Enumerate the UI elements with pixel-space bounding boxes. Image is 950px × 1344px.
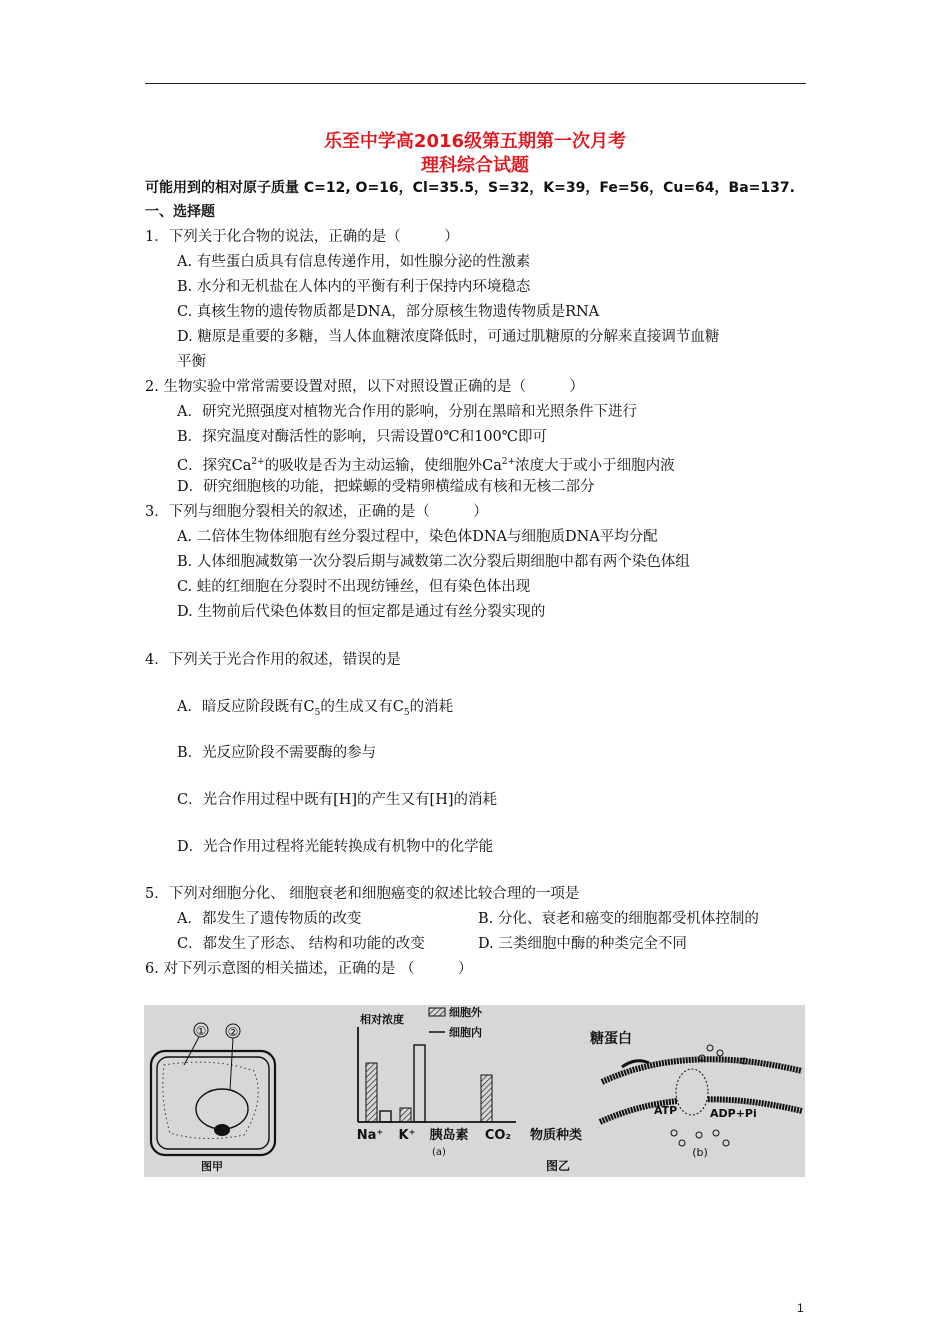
q2-c-sup1: 2+ <box>251 457 265 467</box>
q1-option-b: B. 水分和无机盐在人体内的平衡有利于保持内环境稳态 <box>177 279 531 295</box>
diagram-yi-b <box>590 1030 802 1159</box>
q2-option-c <box>177 453 675 475</box>
q4-option-d: D．光合作用过程将光能转换成有机物中的化学能 <box>177 839 494 855</box>
exam-subtitle: 理科综合试题 <box>421 155 529 176</box>
y-axis-label: 相对浓度 <box>360 1013 404 1026</box>
exam-title: 乐至中学高2016级第五期第一次月考 <box>323 131 627 152</box>
section-heading: 一、选择题 <box>145 204 215 220</box>
q2-stem: 2. 生物实验中常常需要设置对照，以下对照设置正确的是（ ） <box>145 379 584 395</box>
q3-option-b: B. 人体细胞减数第一次分裂后期与减数第二次分裂后期细胞中都有两个染色体组 <box>177 554 690 570</box>
bar-k-in <box>414 1045 425 1122</box>
q2-option-a: A．研究光照强度对植物光合作用的影响，分别在黑暗和光照条件下进行 <box>177 404 637 420</box>
nucleus <box>214 1124 230 1136</box>
q6-stem: 6. 对下列示意图的相关描述，正确的是 （ ） <box>145 961 473 977</box>
cat-k: K⁺ <box>398 1128 416 1143</box>
molecule <box>671 1130 677 1136</box>
q2-option-b: B．探究温度对酶活性的影响，只需设置0℃和100℃即可 <box>177 429 547 445</box>
molecule <box>679 1140 685 1146</box>
q2-option-d: D．研究细胞核的功能，把蝾螈的受精卵横缢成有核和无核二部分 <box>177 479 595 495</box>
molecule <box>723 1140 729 1146</box>
cat-na: Na⁺ <box>356 1128 384 1143</box>
q5-option-c: C．都发生了形态、 结构和功能的改变 <box>177 936 425 952</box>
q1-option-a: A. 有些蛋白质具有信息传递作用，如性腺分泌的性激素 <box>177 254 531 270</box>
marker-1: ① <box>195 1024 207 1038</box>
q4-a-sub2: 5 <box>403 707 410 718</box>
molecule <box>696 1132 702 1138</box>
diagram-jia <box>151 1023 275 1173</box>
q1-stem: 1．下列关于化合物的说法，正确的是（ ） <box>145 229 459 245</box>
glycoprotein-label: 糖蛋白 <box>590 1031 632 1047</box>
atp-label: ATP <box>654 1104 678 1117</box>
q6-figure-svg <box>144 1005 805 1177</box>
atomic-mass-line: 可能用到的相对原子质量 C=12, O=16，Cl=35.5，S=32，K=39，Fe=56，Cu=64，Ba=137. <box>145 180 795 196</box>
q1-option-c: C. 真核生物的遗传物质都是DNA，部分原核生物遗传物质是RNA <box>177 304 600 320</box>
q6-figure <box>144 1005 805 1177</box>
molecule <box>707 1045 713 1051</box>
jia-caption: 图甲 <box>201 1160 223 1173</box>
vacuole <box>196 1089 248 1129</box>
q1-option-d: D. 糖原是重要的多糖，当人体血糖浓度降低时，可通过肌糖原的分解来直接调节血糖 <box>177 329 720 345</box>
q4-option-a <box>177 698 453 722</box>
cell-membrane <box>157 1057 269 1149</box>
page-number: 1 <box>797 1301 804 1315</box>
adp-label: ADP+Pi <box>710 1107 757 1120</box>
molecule <box>713 1130 719 1136</box>
q4-option-c: C．光合作用过程中既有[H]的产生又有[H]的消耗 <box>177 792 498 808</box>
legend-swatch-out <box>429 1008 445 1016</box>
q5-option-d: D. 三类细胞中酶的种类完全不同 <box>478 936 687 952</box>
label-b: (b) <box>692 1146 708 1159</box>
label-a: (a) <box>432 1147 446 1158</box>
q5-stem: 5．下列对细胞分化、 细胞衰老和细胞癌变的叙述比较合理的一项是 <box>145 886 580 902</box>
yi-caption: 图乙 <box>545 1159 571 1173</box>
carrier-protein <box>676 1069 708 1115</box>
q4-a-post: 的消耗 <box>409 699 454 715</box>
q2-c-sup2: 2+ <box>501 457 516 467</box>
marker-2: ② <box>227 1025 239 1039</box>
q4-a-pre: A．暗反应阶段既有C <box>177 699 315 715</box>
q4-a-mid: 的生成又有C <box>320 699 404 715</box>
header-rule <box>145 83 806 84</box>
q2-c-mid: 的吸收是否为主动运输，使细胞外Ca <box>264 457 502 474</box>
molecule <box>717 1050 723 1056</box>
legend-out: 细胞外 <box>449 1006 482 1019</box>
q1-option-d-cont: 平衡 <box>177 354 206 370</box>
diagram-yi-a <box>357 1005 582 1173</box>
q2-c-post: 浓度大于或小于细胞内液 <box>515 457 675 474</box>
cat-insulin: 胰岛素 <box>429 1128 469 1143</box>
q3-option-d: D. 生物前后代染色体数目的恒定都是通过有丝分裂实现的 <box>177 604 546 620</box>
cat-co2: CO₂ <box>484 1128 512 1143</box>
legend-in: 细胞内 <box>449 1026 482 1039</box>
q3-option-c: C. 蛙的红细胞在分裂时不出现纺锤丝，但有染色体出现 <box>177 579 531 595</box>
q4-option-b: B．光反应阶段不需要酶的参与 <box>177 745 377 761</box>
bar-co2-out <box>481 1075 492 1122</box>
leader-2 <box>230 1038 233 1090</box>
bar-na-in <box>380 1111 391 1122</box>
q5-option-a: A．都发生了遗传物质的改变 <box>177 911 362 927</box>
bar-k-out <box>400 1108 411 1122</box>
q4-stem: 4．下列关于光合作用的叙述，错误的是 <box>145 652 401 668</box>
cell-wall <box>151 1051 275 1155</box>
q5-option-b: B. 分化、衰老和癌变的细胞都受机体控制的 <box>478 911 759 927</box>
q3-option-a: A. 二倍体生物体细胞有丝分裂过程中，染色体DNA与细胞质DNA平均分配 <box>177 529 658 545</box>
q3-stem: 3．下列与细胞分裂相关的叙述，正确的是（ ） <box>145 504 488 520</box>
bar-na-out <box>366 1063 377 1122</box>
q2-c-pre: C．探究Ca <box>177 457 252 474</box>
q4-a-sub1: 5 <box>314 707 321 718</box>
x-axis-label: 物质种类 <box>529 1128 583 1143</box>
